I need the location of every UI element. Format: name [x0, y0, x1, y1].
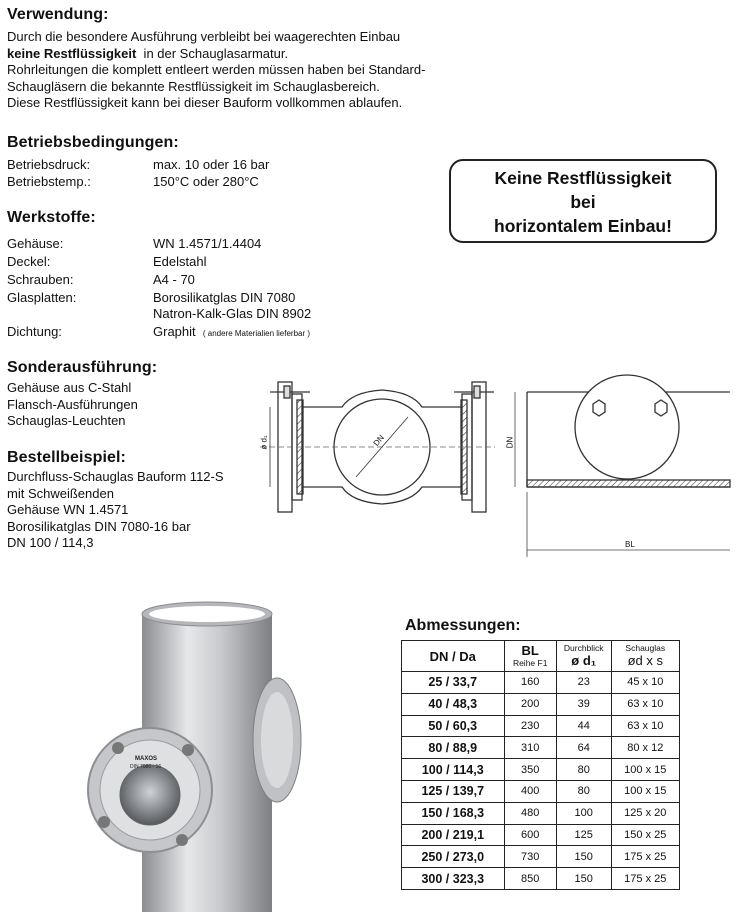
bestell-line: Gehäuse WN 1.4571: [7, 502, 129, 517]
verwendung-line: Rohrleitungen die komplett entleert werden müssen haben bei Standard-: [7, 62, 426, 77]
cell-bl: 160: [504, 672, 556, 694]
cell-d1: 150: [556, 846, 611, 868]
table-row: [402, 737, 680, 759]
header-durchblick: [556, 641, 611, 672]
table-row: [402, 715, 680, 737]
header-dn: [402, 641, 505, 672]
betrieb-row: [7, 157, 270, 174]
abmessungen-title: Abmessungen:: [405, 617, 521, 634]
section-title-verwendung: Verwendung:: [7, 6, 109, 23]
cell-bl: 850: [504, 868, 556, 890]
werkstoffe-row: [7, 290, 407, 306]
sonder-line: Gehäuse aus C-Stahl: [7, 380, 132, 395]
label-dn-side: DN: [505, 436, 515, 449]
header-schau-top: Schauglas: [625, 643, 666, 653]
werkstoffe-value: Natron-Kalk-Glas DIN 8902: [153, 306, 312, 321]
section-title-bestell: Bestellbeispiel:: [7, 449, 126, 466]
werkstoffe-row: [7, 236, 407, 254]
cell-d1: 150: [556, 868, 611, 890]
betrieb-row: [7, 173, 259, 191]
cell-schauglas: 150 x 25: [611, 824, 679, 846]
section-title-betrieb: Betriebsbedingungen:: [7, 134, 179, 151]
cell-bl: 480: [504, 802, 556, 824]
cell-d1: 23: [556, 672, 611, 694]
cell-d1: 64: [556, 737, 611, 759]
cell-schauglas: 45 x 10: [611, 672, 679, 694]
cell-d1: 80: [556, 780, 611, 802]
cell-dn: 300 / 323,3: [402, 868, 505, 890]
cell-dn: 80 / 88,9: [402, 737, 505, 759]
table-header-row: [402, 641, 680, 672]
sonder-list: [7, 380, 138, 430]
werkstoffe-value: Graphit: [153, 324, 196, 339]
cell-dn: 150 / 168,3: [402, 802, 505, 824]
werkstoffe-value: A4 - 70: [153, 272, 195, 287]
werkstoffe-value: WN 1.4571/1.4404: [153, 236, 262, 251]
cell-dn: 250 / 273,0: [402, 846, 505, 868]
callout-box: [449, 159, 717, 243]
bestell-list: [7, 469, 224, 552]
cell-schauglas: 80 x 12: [611, 737, 679, 759]
cell-d1: 44: [556, 715, 611, 737]
bestell-line: Borosilikatglas DIN 7080-16 bar: [7, 518, 191, 534]
cell-dn: 50 / 60,3: [402, 715, 505, 737]
photo-brand: MAXOS: [135, 756, 158, 762]
werkstoffe-value: Borosilikatglas DIN 7080: [153, 290, 296, 305]
label-bl: BL: [625, 540, 635, 549]
verwendung-bold: keine Restflüssigkeit: [7, 45, 137, 61]
werkstoffe-row: [7, 254, 407, 272]
betrieb-value: max. 10 oder 16 bar: [153, 157, 270, 172]
verwendung-line: Schaugläsern die bekannte Restflüssigkeit im Schauglasbereich.: [7, 78, 380, 94]
header-bl-text: BL: [521, 643, 539, 658]
cell-bl: 200: [504, 693, 556, 715]
cell-bl: 400: [504, 780, 556, 802]
bestell-line: mit Schweißenden: [7, 485, 114, 501]
cell-schauglas: 100 x 15: [611, 759, 679, 781]
werkstoffe-label: Schrauben:: [7, 272, 74, 287]
cell-d1: 80: [556, 759, 611, 781]
werkstoffe-row: [7, 324, 407, 342]
cell-schauglas: 175 x 25: [611, 846, 679, 868]
table-row: [402, 802, 680, 824]
verwendung-rest: in der Schauglasarmatur.: [136, 45, 289, 61]
side-drawing: [505, 372, 735, 562]
cell-d1: 125: [556, 824, 611, 846]
dichtung-note: ( andere Materialien lieferbar ): [202, 329, 311, 338]
header-schau-text: ød x s: [627, 653, 663, 668]
table-row: [402, 759, 680, 781]
cell-bl: 600: [504, 824, 556, 846]
photo-stamp: DIN 7080 - 16: [130, 764, 162, 770]
verwendung-line: Diese Restflüssigkeit kann bei dieser Bauform vollkommen ablaufen.: [7, 95, 403, 110]
header-schauglas: [611, 641, 679, 672]
verwendung-line: [7, 46, 425, 63]
cell-schauglas: 125 x 20: [611, 802, 679, 824]
cell-bl: 350: [504, 759, 556, 781]
cell-dn: 100 / 114,3: [402, 759, 505, 781]
table-row: [402, 672, 680, 694]
werkstoffe-label: Glasplatten:: [7, 290, 77, 305]
table-row: [402, 693, 680, 715]
werkstoffe-label: Dichtung:: [7, 324, 62, 339]
werkstoffe-list: [7, 236, 407, 342]
betrieb-label: Betriebsdruck:: [7, 157, 91, 172]
callout-line: bei: [570, 192, 596, 212]
table-row: [402, 824, 680, 846]
callout-line: horizontalem Einbau!: [494, 216, 672, 236]
bestell-line: Durchfluss-Schauglas Bauform 112-S: [7, 469, 224, 484]
cell-dn: 25 / 33,7: [402, 672, 505, 694]
cell-dn: 200 / 219,1: [402, 824, 505, 846]
header-durch-top: Durchblick: [563, 643, 604, 653]
cell-schauglas: 100 x 15: [611, 780, 679, 802]
werkstoffe-label: Deckel:: [7, 254, 51, 269]
cell-d1: 100: [556, 802, 611, 824]
label-d1: ø d₁: [259, 435, 269, 450]
werkstoffe-row: [7, 306, 407, 324]
betrieb-value: 150°C oder 280°C: [153, 173, 259, 189]
cell-bl: 310: [504, 737, 556, 759]
cell-bl: 730: [504, 846, 556, 868]
verwendung-text: [7, 29, 425, 112]
label-dn-circle: DN: [371, 433, 386, 448]
section-title-sonder: Sonderausführung:: [7, 359, 158, 376]
cell-schauglas: 63 x 10: [611, 715, 679, 737]
verwendung-line: Durch die besondere Ausführung verbleibt bei waagerechten Einbau: [7, 29, 401, 44]
cell-dn: 125 / 139,7: [402, 780, 505, 802]
dimensions-table: [401, 640, 680, 890]
table-row: [402, 780, 680, 802]
callout-line: Keine Restflüssigkeit: [494, 168, 672, 188]
werkstoffe-label: Gehäuse:: [7, 236, 64, 251]
table-row: [402, 868, 680, 890]
section-drawing: [250, 372, 500, 522]
header-durch-text: ø d₁: [571, 653, 597, 668]
table-row: [402, 846, 680, 868]
sonder-line: Flansch-Ausführungen: [7, 396, 138, 412]
cell-bl: 230: [504, 715, 556, 737]
sonder-line: Schauglas-Leuchten: [7, 413, 126, 428]
cell-d1: 39: [556, 693, 611, 715]
cell-schauglas: 63 x 10: [611, 693, 679, 715]
header-bl-sub: Reihe F1: [512, 658, 548, 668]
werkstoffe-value: Edelstahl: [153, 254, 207, 269]
werkstoffe-row: [7, 272, 407, 290]
header-bl: [504, 641, 556, 672]
section-title-werkstoffe: Werkstoffe:: [7, 209, 96, 226]
product-photo: [70, 600, 320, 912]
cell-schauglas: 175 x 25: [611, 868, 679, 890]
betrieb-list: [7, 157, 270, 190]
cell-dn: 40 / 48,3: [402, 693, 505, 715]
betrieb-label: Betriebstemp.:: [7, 173, 91, 189]
bestell-line: DN 100 / 114,3: [7, 535, 94, 550]
header-dn-text: DN / Da: [429, 648, 476, 664]
